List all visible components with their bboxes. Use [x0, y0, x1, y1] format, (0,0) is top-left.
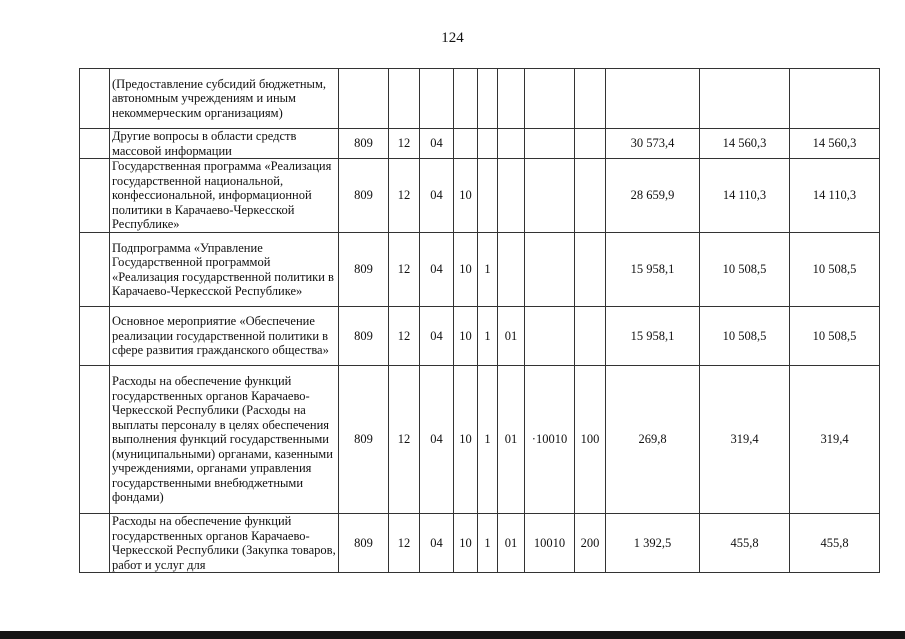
program-code: 10 [454, 514, 478, 573]
subsection-code: 04 [420, 129, 454, 159]
amount-year-2: 10 508,5 [700, 307, 790, 366]
expense-type-code [575, 233, 606, 307]
amount-year-2: 14 110,3 [700, 159, 790, 233]
amount-year-3: 14 560,3 [790, 129, 880, 159]
row-description: Основное мероприятие «Обеспечение реализации государственной политики в сфере развития гражданского общества» [110, 307, 339, 366]
subsection-code: 04 [420, 233, 454, 307]
amount-year-2: 10 508,5 [700, 233, 790, 307]
subsection-code: 04 [420, 366, 454, 514]
direction-code: 10010 [525, 514, 575, 573]
ministry-code: 809 [339, 366, 389, 514]
table-row [80, 159, 880, 233]
amount-year-3 [790, 69, 880, 129]
row-number-cell [80, 307, 110, 366]
direction-code: ·10010 [525, 366, 575, 514]
row-description: Подпрограмма «Управление Государственной программой «Реализация государственной политики в Карачаево-Черкесской Республике» [110, 233, 339, 307]
amount-year-2: 14 560,3 [700, 129, 790, 159]
direction-code [525, 159, 575, 233]
amount-year-1: 15 958,1 [606, 233, 700, 307]
main-event-code [498, 233, 525, 307]
expense-type-code: 200 [575, 514, 606, 573]
subprogram-code: 1 [478, 307, 498, 366]
subprogram-code: 1 [478, 233, 498, 307]
row-number-cell [80, 366, 110, 514]
amount-year-1: 269,8 [606, 366, 700, 514]
program-code: 10 [454, 159, 478, 233]
section-code: 12 [389, 366, 420, 514]
main-event-code: 01 [498, 366, 525, 514]
direction-code [525, 129, 575, 159]
direction-code [525, 233, 575, 307]
row-description: Расходы на обеспечение функций государственных органов Карачаево-Черкесской Республики (Закупка товаров, работ и услуг для [110, 514, 339, 573]
subprogram-code [478, 129, 498, 159]
expense-type-code [575, 69, 606, 129]
expense-type-code: 100 [575, 366, 606, 514]
row-number-cell [80, 233, 110, 307]
ministry-code: 809 [339, 159, 389, 233]
amount-year-1: 30 573,4 [606, 129, 700, 159]
row-number-cell [80, 514, 110, 573]
table-row [80, 129, 880, 159]
amount-year-1 [606, 69, 700, 129]
amount-year-1: 1 392,5 [606, 514, 700, 573]
ministry-code: 809 [339, 307, 389, 366]
amount-year-2: 455,8 [700, 514, 790, 573]
page-number: 124 [441, 30, 464, 46]
subsection-code: 04 [420, 307, 454, 366]
expense-type-code [575, 129, 606, 159]
bottom-edge-bar [0, 631, 905, 639]
amount-year-1: 28 659,9 [606, 159, 700, 233]
subsection-code [420, 69, 454, 129]
amount-year-1: 15 958,1 [606, 307, 700, 366]
amount-year-3: 455,8 [790, 514, 880, 573]
section-code: 12 [389, 129, 420, 159]
subprogram-code: 1 [478, 514, 498, 573]
subprogram-code: 1 [478, 366, 498, 514]
amount-year-3: 10 508,5 [790, 307, 880, 366]
direction-code [525, 69, 575, 129]
ministry-code: 809 [339, 129, 389, 159]
row-number-cell [80, 69, 110, 129]
amount-year-3: 14 110,3 [790, 159, 880, 233]
program-code: 10 [454, 307, 478, 366]
table-row [80, 307, 880, 366]
amount-year-2 [700, 69, 790, 129]
section-code: 12 [389, 233, 420, 307]
ministry-code [339, 69, 389, 129]
main-event-code [498, 129, 525, 159]
row-description: Государственная программа «Реализация государственной национальной, конфессиональной, информационной политики в Карачаево-Черкесской Республике» [110, 159, 339, 233]
subprogram-code [478, 159, 498, 233]
amount-year-2: 319,4 [700, 366, 790, 514]
row-number-cell [80, 159, 110, 233]
section-code: 12 [389, 159, 420, 233]
direction-code [525, 307, 575, 366]
program-code [454, 69, 478, 129]
row-description: Расходы на обеспечение функций государственных органов Карачаево-Черкесской Республики (Расходы на выплаты персоналу в целях обеспечения выполнения функций государственными (муниципальными) органами, казенными учреждениями, органами управления государственными внебюджетными фондами) [110, 366, 339, 514]
subprogram-code [478, 69, 498, 129]
section-code [389, 69, 420, 129]
table-row [80, 514, 880, 573]
table-row [80, 233, 880, 307]
table-row [80, 69, 880, 129]
budget-table [79, 68, 880, 573]
main-event-code [498, 159, 525, 233]
amount-year-3: 319,4 [790, 366, 880, 514]
section-code: 12 [389, 307, 420, 366]
subsection-code: 04 [420, 514, 454, 573]
table-row [80, 366, 880, 514]
main-event-code [498, 69, 525, 129]
ministry-code: 809 [339, 514, 389, 573]
program-code: 10 [454, 233, 478, 307]
program-code: 10 [454, 366, 478, 514]
main-event-code: 01 [498, 514, 525, 573]
section-code: 12 [389, 514, 420, 573]
program-code [454, 129, 478, 159]
row-description: Другие вопросы в области средств массовой информации [110, 129, 339, 159]
ministry-code: 809 [339, 233, 389, 307]
row-description: (Предоставление субсидий бюджетным, автономным учреждениям и иным некоммерческим организациям) [110, 69, 339, 129]
subsection-code: 04 [420, 159, 454, 233]
row-number-cell [80, 129, 110, 159]
amount-year-3: 10 508,5 [790, 233, 880, 307]
expense-type-code [575, 159, 606, 233]
expense-type-code [575, 307, 606, 366]
main-event-code: 01 [498, 307, 525, 366]
